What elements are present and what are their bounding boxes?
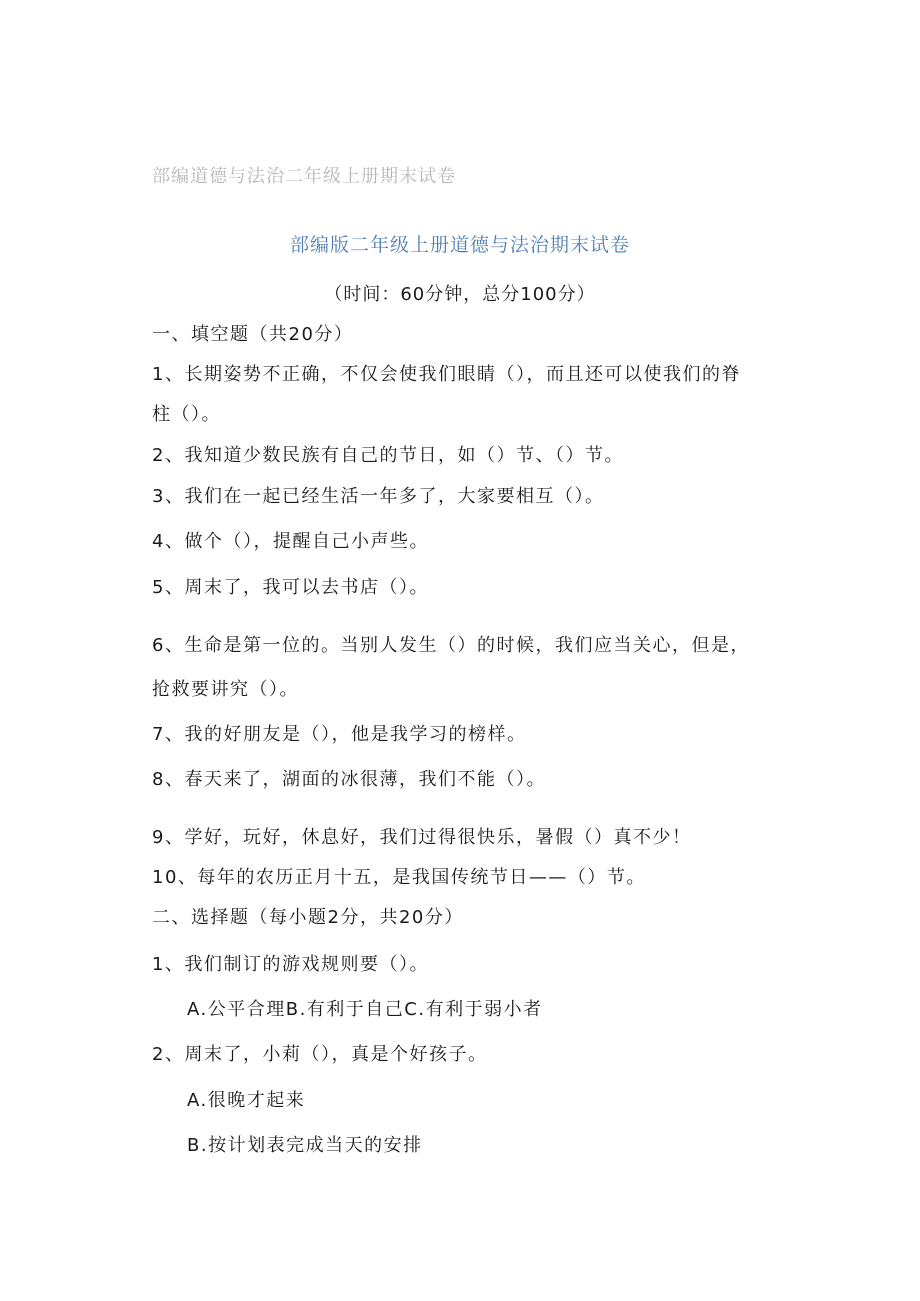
question-7: 7、我的好朋友是（），他是我学习的榜样。 xyxy=(152,724,527,745)
exam-time-info: （时间：60分钟，总分100分） xyxy=(324,284,596,305)
question-3: 3、我们在一起已经生活一年多了，大家要相互（）。 xyxy=(152,486,605,507)
choice-question-2: 2、周末了，小莉（），真是个好孩子。 xyxy=(152,1044,488,1065)
question-2: 2、我知道少数民族有自己的节日，如（）节、（）节。 xyxy=(152,445,624,466)
question-4: 4、做个（），提醒自己小声些。 xyxy=(152,531,429,552)
question-1-line-1: 1、长期姿势不正确，不仅会使我们眼睛（），而且还可以使我们的脊 xyxy=(152,364,741,385)
question-9: 9、学好，玩好，休息好，我们过得很快乐，暑假（）真不少！ xyxy=(152,827,692,848)
question-8: 8、春天来了，湖面的冰很薄，我们不能（）。 xyxy=(152,769,546,790)
section-heading-multiple-choice: 二、选择题（每小题2分，共20分） xyxy=(152,907,464,928)
choice-question-1: 1、我们制订的游戏规则要（）。 xyxy=(152,954,429,975)
choice-question-2-option-a: A.很晚才起来 xyxy=(187,1090,306,1111)
choice-question-1-options: A.公平合理B.有利于自己C.有利于弱小者 xyxy=(187,999,543,1020)
question-10: 10、每年的农历正月十五，是我国传统节日——（）节。 xyxy=(152,867,646,888)
question-6-line-2: 抢救要讲究（）。 xyxy=(152,679,299,700)
document-title: 部编版二年级上册道德与法治期末试卷 xyxy=(289,234,630,256)
choice-question-2-option-b: B.按计划表完成当天的安排 xyxy=(187,1135,423,1156)
running-header: 部编道德与法治二年级上册期末试卷 xyxy=(152,166,456,187)
section-heading-fill-blank: 一、填空题（共20分） xyxy=(152,324,354,345)
question-6-line-1: 6、生命是第一位的。当别人发生（）的时候，我们应当关心，但是， xyxy=(152,635,750,656)
question-1-line-2: 柱（）。 xyxy=(152,404,221,425)
question-5: 5、周末了，我可以去书店（）。 xyxy=(152,577,429,598)
